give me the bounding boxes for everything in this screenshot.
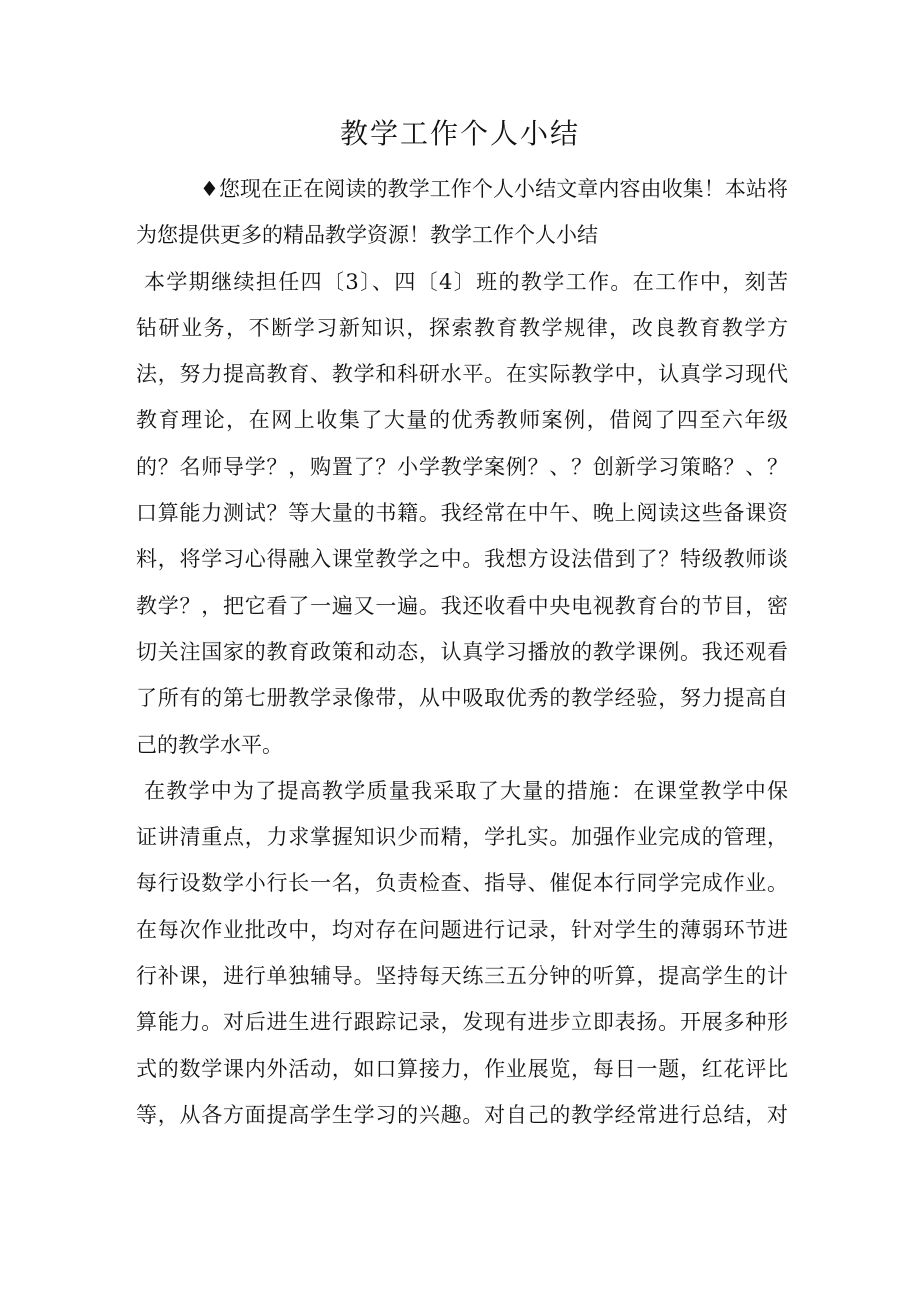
text-line: 算能力。对后进生进行跟踪记录，发现有进步立即表扬。开展多种形 [136, 1010, 788, 1035]
text-line: 料，将学习心得融入课堂教学之中。我想方设法借到了？特级教师谈 [136, 547, 788, 572]
text-line: 行补课，进行单独辅导。坚持每天练三五分钟的听算，提高学生的计 [136, 964, 788, 989]
text-line: 式的数学课内外活动，如口算接力，作业展览，每日一题，红花评比 [136, 1056, 788, 1081]
text-line: 的？名师导学？，购置了？小学教学案例？、？创新学习策略？、？ [136, 454, 788, 479]
text-line: 等，从各方面提高学生学习的兴趣。对自己的教学经常进行总结，对 [136, 1102, 788, 1127]
text-line: 口算能力测试？等大量的书籍。我经常在中午、晚上阅读这些备课资 [136, 501, 788, 526]
text-line: 在教学中为了提高教学质量我采取了大量的措施：在课堂教学中保 [144, 778, 788, 803]
text-line: 证讲清重点，力求掌握知识少而精，学扎实。加强作业完成的管理， [136, 825, 788, 850]
text-line: ♦您现在正在阅读的教学工作个人小结文章内容由收集！本站将 [200, 177, 788, 201]
text-line: 了所有的第七册教学录像带，从中吸取优秀的教学经验，努力提高自 [136, 686, 788, 711]
text-line: 切关注国家的教育政策和动态，认真学习播放的教学课例。我还观看 [136, 639, 788, 664]
text-line: 教育理论，在网上收集了大量的优秀教师案例，借阅了四至六年级 [136, 408, 788, 433]
text-line: 每行设数学小行长一名，负责检查、指导、催促本行同学完成作业。 [136, 871, 788, 896]
text-line: 为您提供更多的精品教学资源！教学工作个人小结 [136, 223, 598, 248]
text-line: 教学？，把它看了一遍又一遍。我还收看中央电视教育台的节目，密 [136, 593, 788, 618]
text-line: 在每次作业批改中，均对存在问题进行记录，针对学生的薄弱环节进 [136, 917, 788, 942]
text-line: 法，努力提高教育、教学和科研水平。在实际教学中，认真学习现代 [136, 362, 788, 387]
document-body [136, 166, 788, 1138]
text-line: 本学期继续担任四〔3〕、四〔4〕班的教学工作。在工作中，刻苦 [144, 269, 788, 294]
text-line: 己的教学水平。 [136, 732, 283, 757]
text-line: 钻研业务，不断学习新知识，探索教育教学规律，改良教育教学方 [136, 315, 788, 340]
document-title: 教学工作个人小结 [339, 117, 580, 150]
